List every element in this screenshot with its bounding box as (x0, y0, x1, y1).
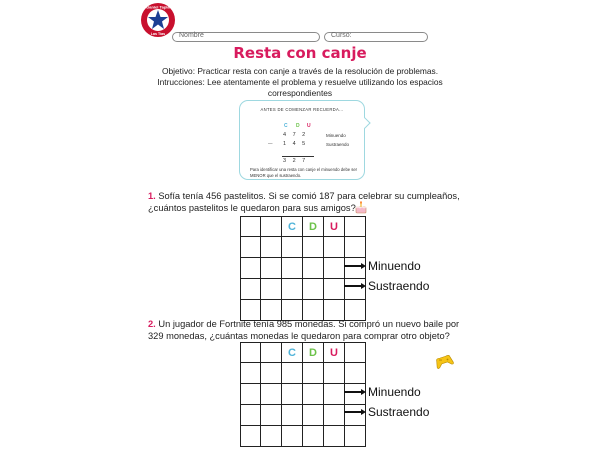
grid-cell[interactable] (324, 384, 345, 405)
grid-cell[interactable] (345, 216, 366, 237)
reminder-note: Para identificar una resta con canje el minuendo debe ser MENOR que el sustraendo. (250, 167, 358, 178)
arrow-right-icon (361, 409, 366, 415)
grid-cell[interactable] (240, 258, 261, 279)
page-title: Resta con canje (233, 44, 367, 62)
grid-cell[interactable] (240, 405, 261, 426)
cake-icon (354, 201, 368, 214)
grid-cell[interactable] (303, 426, 324, 447)
grid-cell[interactable] (324, 405, 345, 426)
reminder-u: U (307, 123, 311, 129)
grid-cell[interactable] (240, 237, 261, 258)
grid-header-u: U (324, 342, 345, 363)
minuendo-arrow-1 (344, 259, 421, 273)
grid-cell[interactable] (261, 426, 282, 447)
instructions-text: Intrucciones: Lee atentamente el problema y resuelve utilizando los espacios correspondientes (157, 77, 443, 98)
grid-cell[interactable] (345, 342, 366, 363)
grid-cell[interactable] (324, 279, 345, 300)
grid-cell[interactable] (240, 279, 261, 300)
problem-1-text: Sofía tenía 456 pastelitos. Si se comió 187 para celebrar su cumpleaños, ¿cuántos pastelitos le quedaron para sus amigos? (148, 191, 460, 213)
reminder-minuend: 4 7 2 (283, 132, 308, 138)
grid-cell[interactable] (240, 363, 261, 384)
reminder-c: C (284, 123, 288, 129)
grid-header-c: C (282, 216, 303, 237)
grid-cell[interactable] (345, 363, 366, 384)
reminder-heading: ANTES DE COMENZAR RECUERDA... (260, 107, 344, 112)
arrow-right-icon (361, 263, 366, 269)
grid-cell[interactable] (261, 258, 282, 279)
sustraendo-label-1: Sustraendo (368, 279, 430, 293)
intro-block (150, 66, 450, 99)
problem-1-number: 1. (148, 191, 156, 201)
name-label: Nombre (179, 32, 204, 39)
minuendo-arrow-2 (344, 385, 421, 399)
logo-top-text: Daniel Tapia (146, 4, 170, 10)
problem-2 (148, 318, 460, 342)
grid-cell[interactable] (261, 216, 282, 237)
grid-cell[interactable] (282, 279, 303, 300)
grid-header-u: U (324, 216, 345, 237)
grid-cell[interactable] (303, 237, 324, 258)
arrow-right-icon (361, 283, 366, 289)
grid-cell[interactable] (261, 384, 282, 405)
grid-cell[interactable] (261, 405, 282, 426)
name-field[interactable] (172, 32, 320, 42)
reminder-subtrahend: 1 4 5 (283, 141, 308, 147)
grid-cell[interactable] (282, 258, 303, 279)
grid-cell[interactable] (303, 363, 324, 384)
grid-header-d: D (303, 216, 324, 237)
reminder-result: 3 2 7 (283, 158, 308, 164)
grid-cell[interactable] (240, 384, 261, 405)
gamepad-icon (434, 353, 454, 369)
grid-cell[interactable] (282, 384, 303, 405)
sustraendo-arrow-1 (344, 279, 429, 293)
grid-header-c: C (282, 342, 303, 363)
grid-header-d: D (303, 342, 324, 363)
arrow-right-icon (361, 389, 366, 395)
speech-tail (359, 117, 370, 128)
grid-cell[interactable] (240, 426, 261, 447)
reminder-minus-sign: — (268, 141, 273, 146)
grid-cell[interactable] (282, 363, 303, 384)
grid-cell[interactable] (324, 237, 345, 258)
sustraendo-label-2: Sustraendo (368, 405, 430, 419)
grid-cell[interactable] (324, 258, 345, 279)
grid-cell[interactable] (303, 405, 324, 426)
school-crest-icon (140, 2, 176, 38)
logo-bottom-text: Las Tías (150, 32, 166, 36)
minuendo-label-2: Minuendo (368, 385, 421, 399)
grid-cell[interactable] (240, 342, 261, 363)
problem-1 (148, 190, 460, 214)
grid-cell[interactable] (282, 426, 303, 447)
reminder-d: D (296, 123, 300, 129)
grid-cell[interactable] (303, 384, 324, 405)
grid-cell[interactable] (324, 426, 345, 447)
grid-cell[interactable] (282, 405, 303, 426)
grid-cell[interactable] (261, 363, 282, 384)
sustraendo-arrow-2 (344, 405, 429, 419)
problem-2-text: Un jugador de Fortnite tenía 985 monedas. Si compró un nuevo baile por 329 monedas, ¿cuántas monedas le quedaron para comprar otro objeto? (148, 319, 460, 341)
minuendo-label-1: Minuendo (368, 259, 421, 273)
course-label: Curso: (331, 32, 352, 39)
grid-cell[interactable] (240, 216, 261, 237)
grid-cell[interactable] (261, 237, 282, 258)
grid-cell[interactable] (261, 342, 282, 363)
grid-cell[interactable] (261, 279, 282, 300)
grid-cell[interactable] (324, 363, 345, 384)
reminder-minuend-label: Minuendo (326, 133, 346, 138)
reminder-subtrahend-label: Sustraendo (326, 142, 350, 147)
grid-cell[interactable] (345, 237, 366, 258)
course-field[interactable] (324, 32, 428, 42)
reminder-box (239, 100, 365, 180)
reminder-divider (282, 156, 314, 157)
grid-cell[interactable] (303, 258, 324, 279)
objective-text: Objetivo: Practicar resta con canje a través de la resolución de problemas. (161, 66, 439, 76)
grid-cell[interactable] (303, 279, 324, 300)
problem-2-number: 2. (148, 319, 156, 329)
grid-cell[interactable] (345, 426, 366, 447)
grid-cell[interactable] (282, 237, 303, 258)
